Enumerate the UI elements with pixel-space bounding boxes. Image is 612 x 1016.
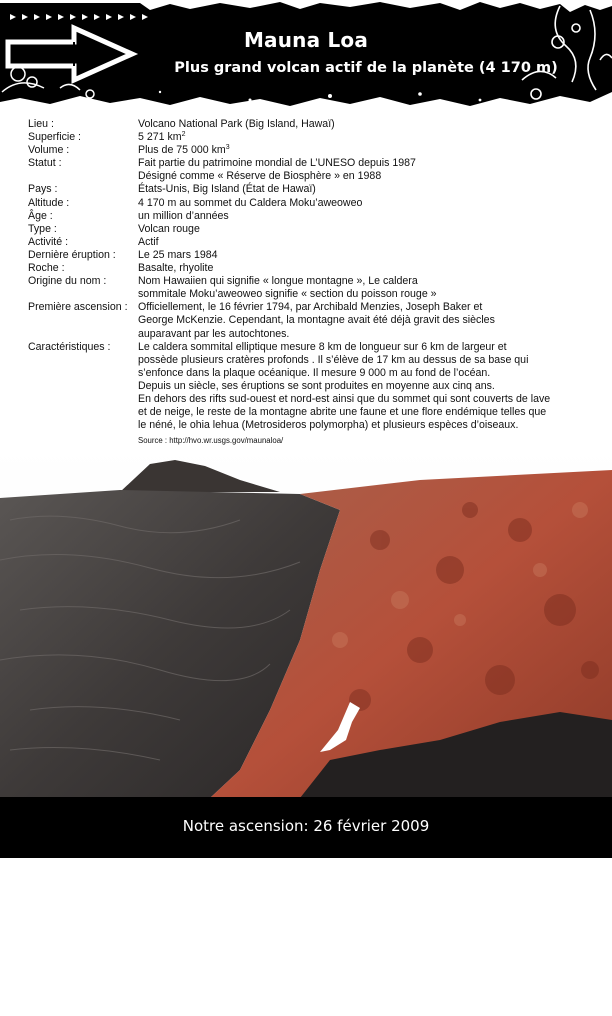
fact-label: Superficie :: [28, 131, 81, 144]
fact-value: s’enfonce dans la plaque océanique. Il mesure 9 000 m au fond de l’océan.: [138, 366, 491, 379]
fact-label: Lieu :: [28, 118, 54, 130]
fact-value: 4 170 m au sommet du Caldera Moku’aweoweo: [138, 196, 363, 209]
fact-row-activite: [28, 236, 588, 249]
superscript: 2: [181, 131, 186, 139]
fact-value: Désigné comme « Réserve de Biosphère » en 1988: [138, 170, 382, 183]
fact-value: et de neige, le reste de la montagne abrite une faune et une flore endémique telles que: [138, 406, 547, 419]
volcano-lava-photo: [0, 450, 612, 798]
fact-row-derniere-eruption: [28, 249, 588, 262]
fact-label: Pays :: [28, 183, 58, 196]
fact-value: En dehors des rifts sud-ouest et nord-est ainsi que du sommet qui sont couverts de lave: [138, 392, 551, 405]
fact-value: États-Unis, Big Island (État de Hawaï): [138, 183, 316, 196]
page-subtitle: Plus grand volcan actif de la planète (4 170 m): [174, 60, 558, 76]
fact-row-roche: [28, 262, 588, 275]
fact-row-pays: [28, 183, 588, 196]
fact-value: possède plusieurs cratères profonds . Il s’élève de 17 km au dessus de sa base qui: [138, 353, 529, 366]
fact-row-type: [28, 223, 588, 236]
fact-value: sommitale Moku’aweoweo signifie « section du poisson rouge »: [138, 288, 437, 301]
fact-row-origine-nom: [28, 275, 588, 301]
fact-value: le néné, le ohia lehua (Metrosideros polymorpha) et plusieurs espèces d’oiseaux.: [138, 419, 519, 432]
fact-label: Âge :: [28, 209, 53, 222]
fact-label: Roche :: [28, 262, 65, 275]
superscript: 3: [225, 144, 230, 152]
header-banner: [0, 0, 612, 112]
fact-row-premiere-ascension: [28, 301, 588, 340]
source-citation: Source : http://hvo.wr.usgs.gov/maunaloa/: [138, 436, 284, 446]
fact-label: Statut :: [28, 157, 62, 170]
fact-value: Actif: [138, 235, 159, 248]
ascent-date-caption: Notre ascension: 26 février 2009: [182, 817, 430, 835]
fact-label: Volume :: [28, 144, 70, 157]
fact-sheet: [28, 118, 588, 447]
fact-label: Origine du nom :: [28, 275, 107, 288]
fact-value: Depuis un siècle, ses éruptions se sont produites en moyenne aux cinq ans.: [138, 379, 495, 392]
fact-value: Volcano National Park (Big Island, Hawaï): [138, 118, 335, 130]
fact-value: George McKenzie. Cependant, la montagne avait été déjà gravit des siècles: [138, 314, 495, 327]
fact-value: Officiellement, le 16 février 1794, par Archibald Menzies, Joseph Baker et: [138, 301, 483, 314]
fact-value: auparavant par les autochtones.: [138, 327, 290, 340]
fact-row-altitude: [28, 197, 588, 210]
fact-label: Type :: [28, 222, 57, 235]
fact-label: Altitude :: [28, 196, 70, 209]
grunge-banner-graphic: [0, 0, 612, 112]
fact-row-age: [28, 210, 588, 223]
page-title: Mauna Loa: [243, 28, 369, 52]
fact-value: Nom Hawaiien qui signifie « longue montagne », Le caldera: [138, 275, 418, 288]
fact-label: Activité :: [28, 235, 69, 248]
fact-value: Basalte, rhyolite: [138, 262, 214, 275]
fact-label: Caractéristiques :: [28, 340, 111, 353]
fact-label: Première ascension :: [28, 301, 128, 314]
fact-value: Fait partie du patrimoine mondial de L’UNESO depuis 1987: [138, 157, 416, 170]
fact-row-volume: [28, 144, 588, 157]
fact-value: 5 271 km: [138, 131, 182, 144]
lava-field-illustration: [0, 450, 612, 798]
fact-value: un million d’années: [138, 209, 229, 222]
fact-value: Volcan rouge: [138, 222, 200, 235]
footer-bar: [0, 797, 612, 858]
fact-row-lieu: [28, 118, 588, 131]
fact-label: Dernière éruption :: [28, 248, 116, 261]
fact-row-caracteristiques: [28, 341, 588, 433]
fact-value: Le 25 mars 1984: [138, 248, 218, 261]
fact-row-superficie: [28, 131, 588, 144]
fact-row-statut: [28, 157, 588, 183]
fact-value: Plus de 75 000 km: [138, 144, 226, 157]
fact-value: Le caldera sommital elliptique mesure 8 km de longueur sur 6 km de largeur et: [138, 340, 507, 353]
